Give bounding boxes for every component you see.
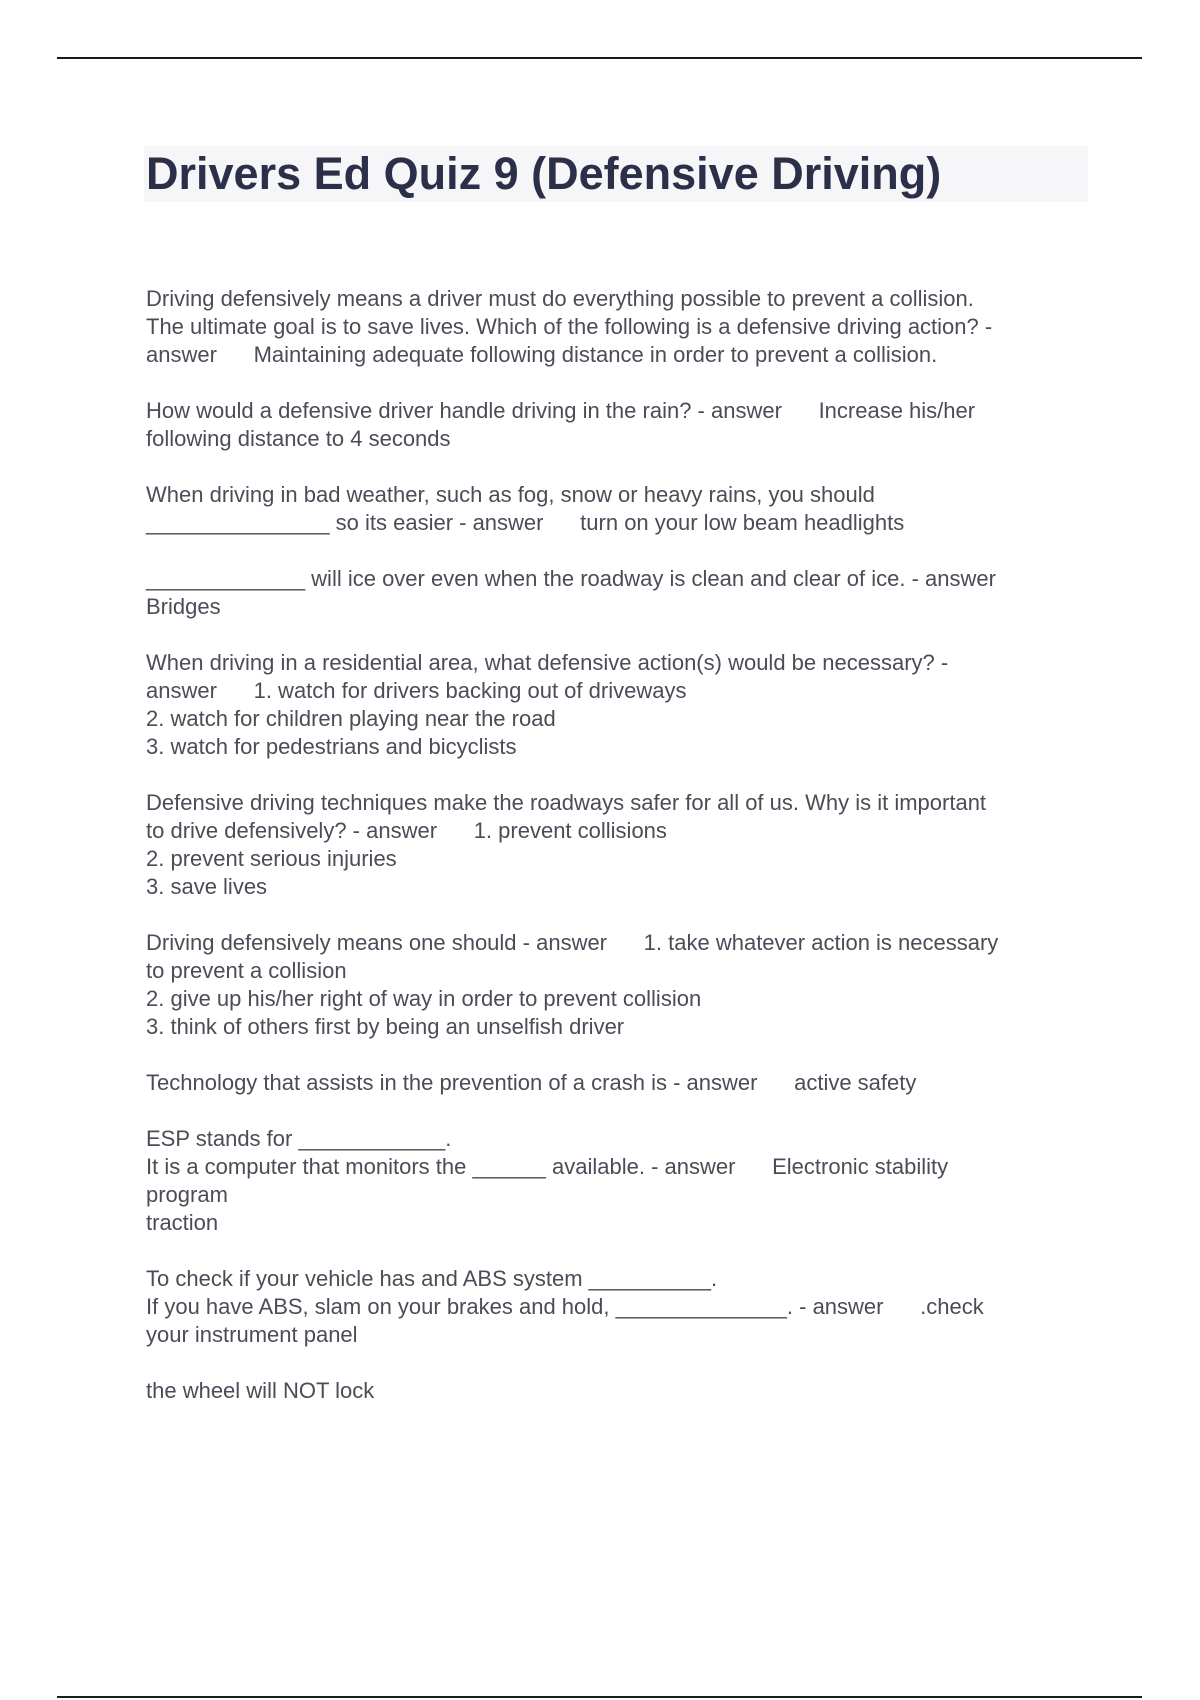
quiz-line: answer 1. watch for drivers backing out of driveways (146, 678, 687, 703)
top-divider (57, 57, 1142, 59)
quiz-line: _____________ will ice over even when the roadway is clean and clear of ice. - answer (146, 566, 996, 591)
quiz-line: answer Maintaining adequate following distance in order to prevent a collision. (146, 342, 938, 367)
quiz-line: Defensive driving techniques make the roadways safer for all of us. Why is it important (146, 790, 987, 815)
quiz-item (146, 1069, 1101, 1097)
bottom-divider (57, 1696, 1142, 1698)
quiz-content (146, 285, 1101, 1433)
quiz-line: When driving in a residential area, what defensive action(s) would be necessary? - (146, 650, 949, 675)
page-title: Drivers Ed Quiz 9 (Defensive Driving) (146, 148, 942, 199)
quiz-item (146, 565, 1101, 621)
quiz-line: 2. watch for children playing near the road (146, 706, 556, 731)
quiz-line: How would a defensive driver handle driving in the rain? - answer Increase his/her (146, 398, 976, 423)
quiz-line: to drive defensively? - answer 1. prevent collisions (146, 818, 667, 843)
quiz-item (146, 929, 1101, 1041)
quiz-item (146, 1377, 1101, 1405)
quiz-line: ESP stands for ____________. (146, 1126, 452, 1151)
quiz-line: Driving defensively means a driver must do everything possible to prevent a collision. (146, 286, 974, 311)
quiz-line: 2. give up his/her right of way in order to prevent collision (146, 986, 702, 1011)
quiz-line: When driving in bad weather, such as fog, snow or heavy rains, you should (146, 482, 875, 507)
quiz-line: following distance to 4 seconds (146, 426, 451, 451)
quiz-line: To check if your vehicle has and ABS system __________. (146, 1266, 718, 1291)
quiz-item (146, 789, 1101, 901)
quiz-item (146, 397, 1101, 453)
quiz-line: the wheel will NOT lock (146, 1378, 375, 1403)
quiz-item (146, 1265, 1101, 1349)
quiz-line: traction (146, 1210, 219, 1235)
quiz-line: _______________ so its easier - answer turn on your low beam headlights (146, 510, 905, 535)
quiz-line: Bridges (146, 594, 221, 619)
quiz-line: to prevent a collision (146, 958, 347, 983)
quiz-line: your instrument panel (146, 1322, 358, 1347)
quiz-line: It is a computer that monitors the ______ available. - answer Electronic stability (146, 1154, 949, 1179)
quiz-line: 3. think of others first by being an unselfish driver (146, 1014, 625, 1039)
quiz-item (146, 481, 1101, 537)
quiz-line: Driving defensively means one should - answer 1. take whatever action is necessary (146, 930, 999, 955)
quiz-line: If you have ABS, slam on your brakes and hold, ______________. - answer .check (146, 1294, 984, 1319)
quiz-line: Technology that assists in the prevention of a crash is - answer active safety (146, 1070, 917, 1095)
quiz-line: The ultimate goal is to save lives. Which of the following is a defensive driving action? - (146, 314, 993, 339)
quiz-line: program (146, 1182, 228, 1207)
quiz-line: 3. save lives (146, 874, 268, 899)
quiz-line: 2. prevent serious injuries (146, 846, 397, 871)
quiz-item (146, 1125, 1101, 1237)
quiz-item (146, 285, 1101, 369)
quiz-item (146, 649, 1101, 761)
quiz-line: 3. watch for pedestrians and bicyclists (146, 734, 517, 759)
